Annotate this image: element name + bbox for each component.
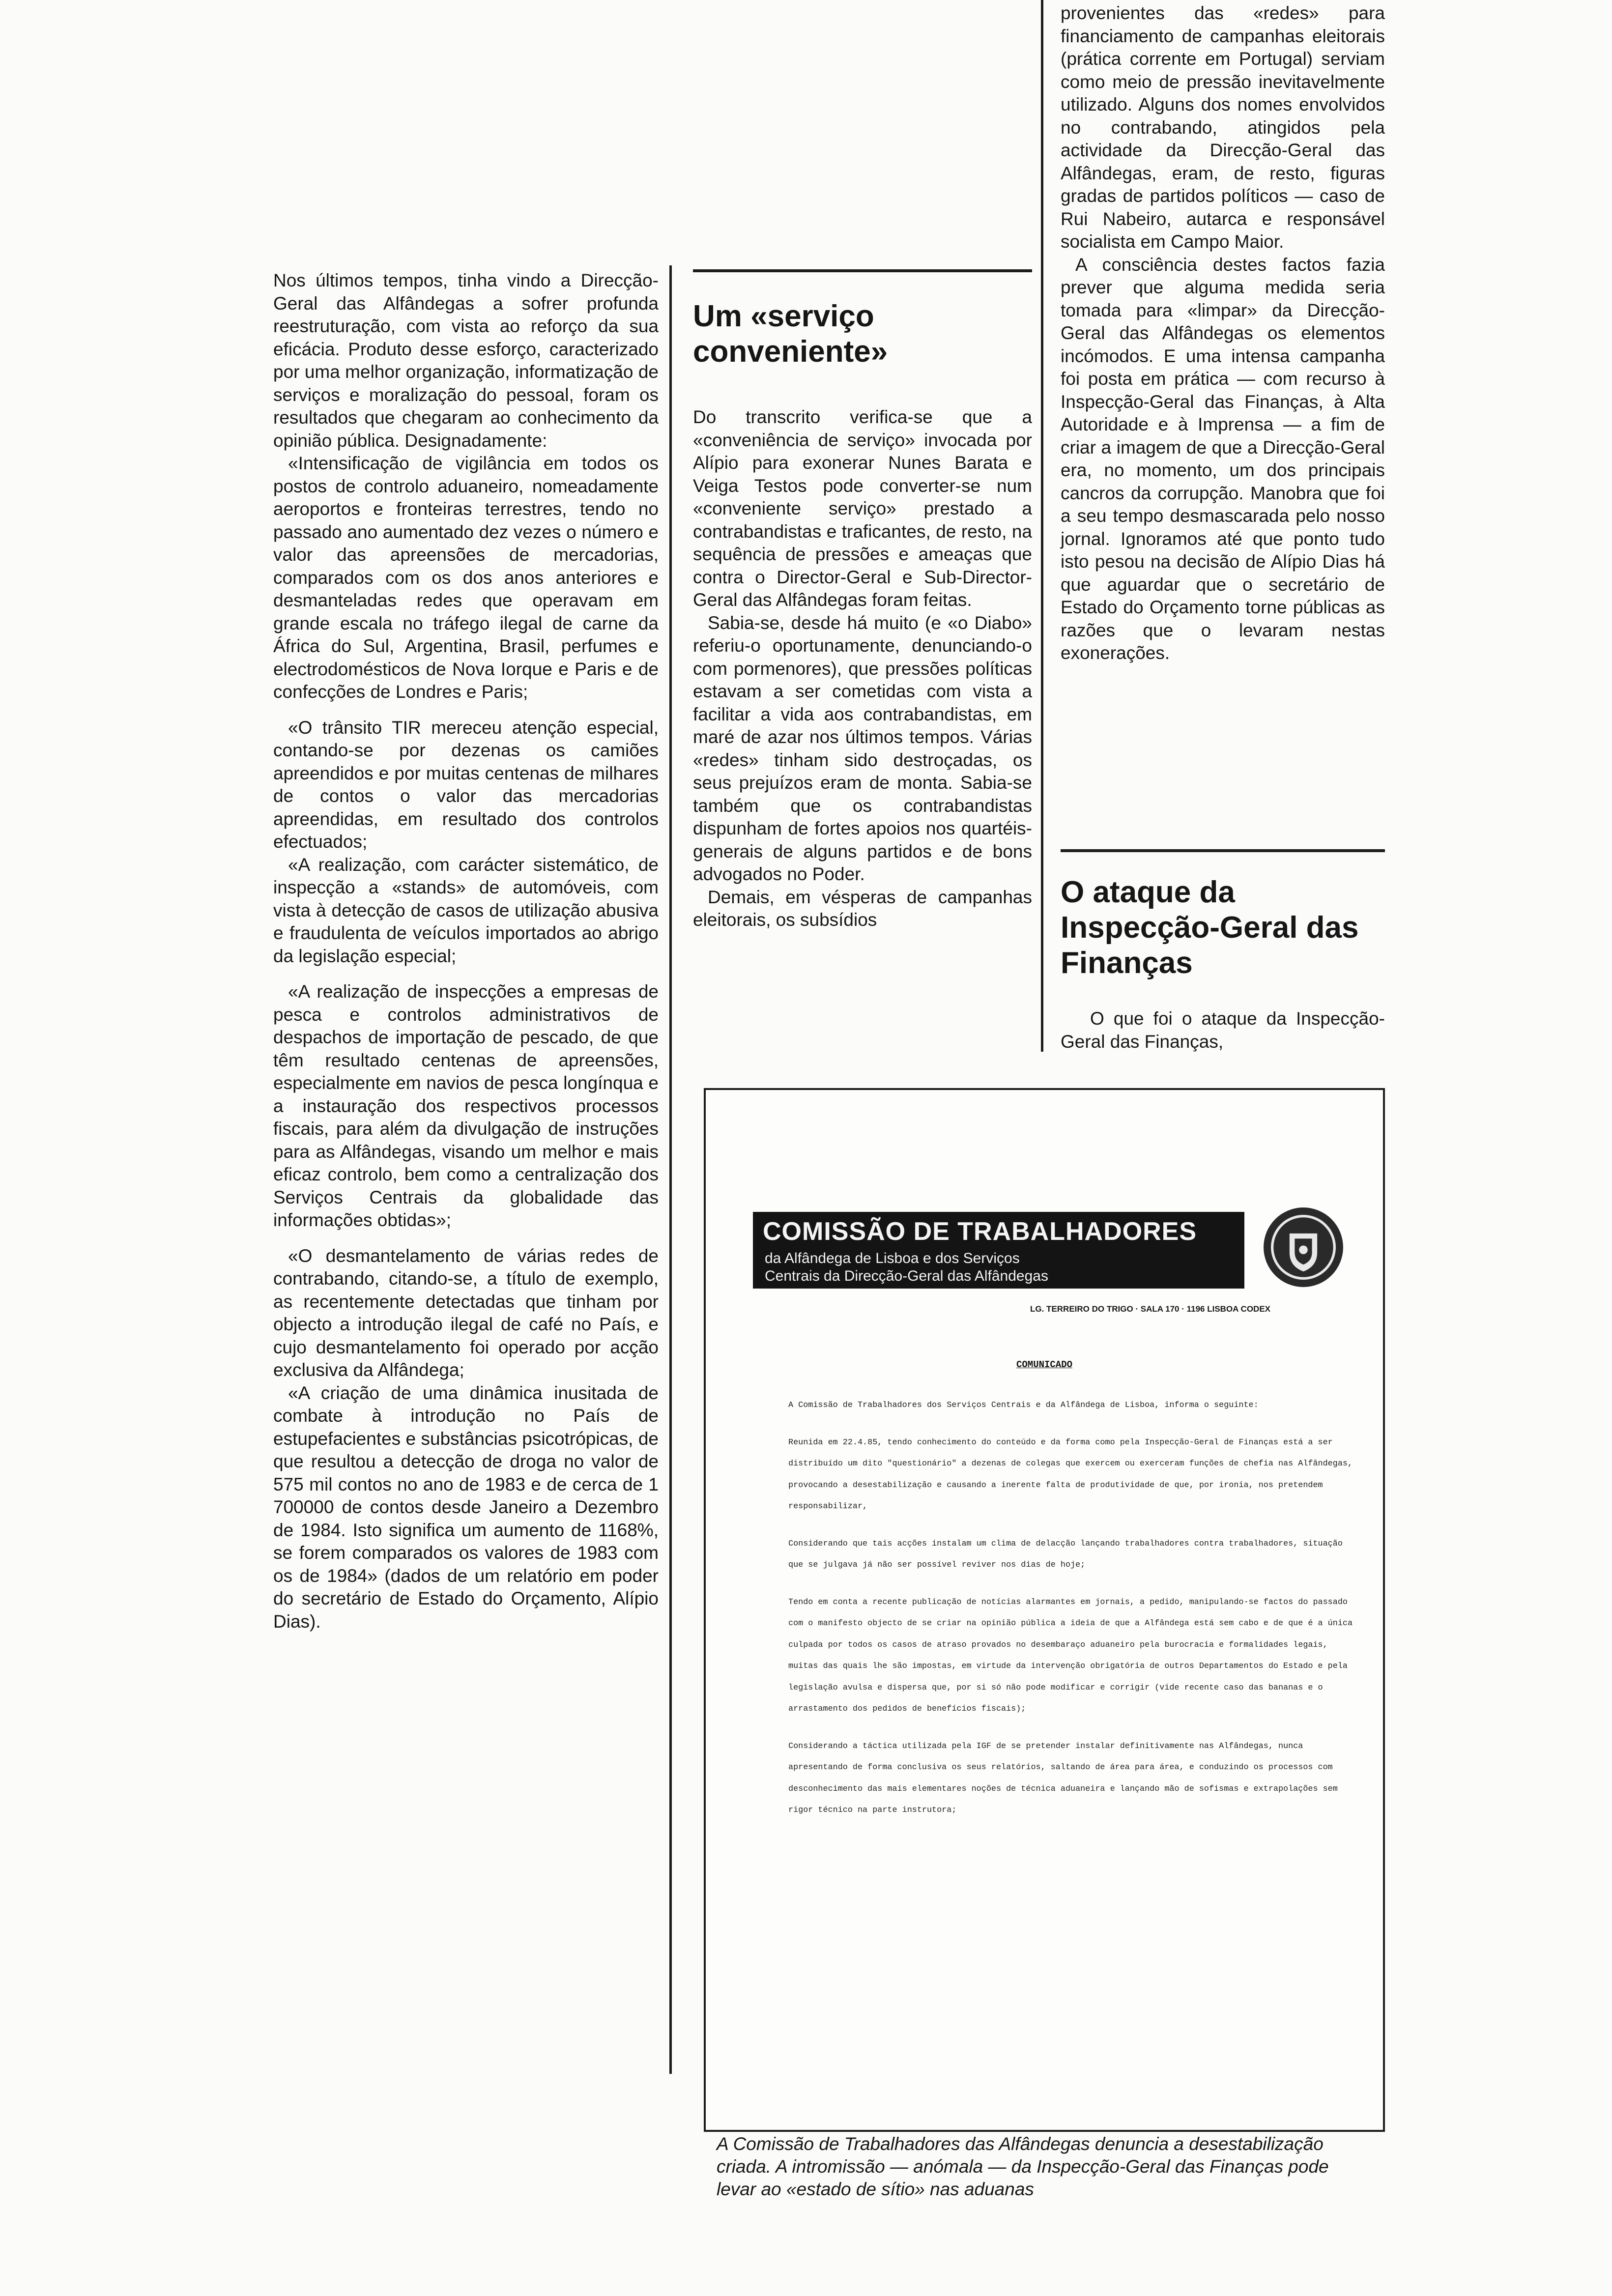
column-rule <box>1041 0 1043 1052</box>
letterhead-subtitle: da Alfândega de Lisboa e dos Serviços <box>765 1250 1020 1266</box>
article-column-1 <box>273 269 659 1633</box>
paragraph: Demais, em vésperas de campanhas eleitorais, os subsídios <box>693 887 1032 930</box>
section-heading: O ataque da Inspecção-Geral das Finanças <box>1061 875 1359 980</box>
article-column-2 <box>693 406 1032 932</box>
letterhead-title: COMISSÃO DE TRABALHADORES <box>763 1217 1197 1246</box>
heading-rule <box>1061 849 1385 852</box>
letterhead-banner <box>753 1212 1244 1289</box>
paragraph: Do transcrito verifica-se que a «conveniência de serviço» invocada por Alípio para exonerar Nunes Barata e Veiga Testos pode converter-se num «conveniente serviço» prestado a contrabandistas e traficantes, de resto, na sequência de pressões e ameaças que contra o Director-Geral e Sub-Director-Geral das Alfândegas foram feitas. <box>693 407 1032 610</box>
paragraph: «A criação de uma dinâmica inusitada de combate à introdução no País de estupefacientes e substâncias psicotrópicas, de que resultou a detecção de droga no valor de 575 mil contos no ano de 1983 e de cerca de 1 700000 de contos desde Janeiro a Dezembro de 1984. Isto significa um aumento de 1168%, se forem comparados os valores de 1983 com os de 1984» (dados de um relatório em poder do secretário de Estado do Orçamento, Alípio Dias). <box>273 1382 659 1632</box>
communique-facsimile <box>704 1088 1385 2132</box>
paragraph: O que foi o ataque da Inspecção-Geral das Finanças, <box>1061 1008 1385 1052</box>
letterhead-subtitle: Centrais da Direcção-Geral das Alfândegas <box>765 1268 1048 1284</box>
article-column-3-continued <box>1061 1007 1385 1053</box>
paragraph: A consciência destes factos fazia prever que alguma medida seria tomada para «limpar» da Direcção-Geral das Alfândegas os elementos incómodos. E uma intensa campanha foi posta em prática — com recurso à Inspecção-Geral das Finanças, à Alta Autoridade e à Imprensa — a fim de criar a imagem de que a Direcção-Geral era, no momento, um dos principais cancros da corrupção. Manobra que foi a seu tempo desmascarada pelo nosso jornal. Ignoramos até que ponto tudo isto pesou na decisão de Alípio Dias há que aguardar que o secretário de Estado do Orçamento torne públicas as razões que o levaram nestas exonerações. <box>1061 254 1385 663</box>
coat-of-arms-icon <box>1260 1204 1347 1291</box>
article-column-3 <box>1061 2 1385 665</box>
paragraph: «Intensificação de vigilância em todos os postos de controlo aduaneiro, nomeadamente aeroportos e fronteiras terrestres, tendo no passado ano aumentado dez vezes o número e valor das apreensões de mercadorias, comparados com os dos anos anteriores e desmanteladas redes que operavam em grande escala no tráfego ilegal de carne da África do Sul, Argentina, Brasil, perfumes e electrodomésticos de Nova Iorque e Paris e de confecções de Londres e Paris; <box>273 453 659 702</box>
photo-caption: A Comissão de Trabalhadores das Alfândegas denuncia a desestabilização criada. A intromissão — anómala — da Inspecção-Geral das Finanças pode levar ao «estado de sítio» nas aduanas <box>717 2134 1329 2199</box>
paragraph: «O desmantelamento de várias redes de contrabando, citando-se, a título de exemplo, as recentemente detectadas que tinham por objecto a introdução ilegal de café no País, e cujo desmantelamento foi operado por acção exclusiva da Alfândega; <box>273 1245 659 1380</box>
paragraph: provenientes das «redes» para financiamento de campanhas eleitorais (prática corrente em Portugal) serviam como meio de pressão inevitavelmente utilizado. Alguns dos nomes envolvidos no contrabando, atingidos pela actividade da Direcção-Geral das Alfândegas, eram, de resto, figuras gradas de partidos políticos — caso de Rui Nabeiro, autarca e responsável socialista em Campo Maior. <box>1061 3 1385 252</box>
heading-rule <box>693 269 1032 272</box>
paragraph: «A realização de inspecções a empresas de pesca e controlos administrativos de despachos de importação de pescado, de que têm resultado centenas de apreensões, especialmente em navios de pesca longínqua e a instauração dos respectivos processos fiscais, para além da divulgação de instruções para as Alfândegas, visando um melhor e mais eficaz controlo, bem como a centralização dos Serviços Centrais da globalidade das informações obtidas»; <box>273 981 659 1230</box>
communique-title: COMUNICADO <box>1016 1359 1073 1370</box>
letterhead-address: LG. TERREIRO DO TRIGO · SALA 170 · 1196 LISBOA CODEX <box>1030 1304 1270 1314</box>
section-heading: Um «serviço conveniente» <box>693 299 888 369</box>
typed-paragraph: A Comissão de Trabalhadores dos Serviços Centrais e da Alfândega de Lisboa, informa o seguinte: <box>788 1401 1259 1410</box>
communique-body <box>788 1395 1358 1837</box>
typed-paragraph: Considerando que tais acções instalam um clima de delacção lançando trabalhadores contra trabalhadores, situação que se julgava já não ser possível reviver nos dias de hoje; <box>788 1539 1343 1570</box>
paragraph: Sabia-se, desde há muito (e «o Diabo» referiu-o oportunamente, denunciando-o com pormenores), que pressões políticas estavam a ser cometidas com vista a facilitar a vida aos contrabandistas, em maré de azar nos últimos tempos. Várias «redes» tinham sido destroçadas, os seus prejuízos eram de monta. Sabia-se também que os contrabandistas dispunham de fortes apoios nos quartéis-generais de alguns partidos e de bons advogados no Poder. <box>693 612 1032 884</box>
typed-paragraph: Considerando a táctica utilizada pela IGF de se pretender instalar definitivamente nas Alfândegas, nunca apresentando de forma conclusiva os seus relatórios, saltando de área para área, e conduzindo os processos com desconhecimento das mais elementares noções de técnica aduaneira e lançando mão de sofismas e extrapolações sem rigor técnico na parte instrutora; <box>788 1741 1338 1815</box>
paragraph: «O trânsito TIR mereceu atenção especial, contando-se por dezenas os camiões apreendidos e por muitas centenas de milhares de contos o valor das mercadorias apreendidas, em resultado dos controlos efectuados; <box>273 717 659 852</box>
paragraph: Nos últimos tempos, tinha vindo a Direcção-Geral das Alfândegas a sofrer profunda reestruturação, com vista ao reforço da sua eficácia. Produto desse esforço, caracterizado por uma melhor organização, informatização de serviços e moralização do pessoal, foram os resultados que chegaram ao conhecimento da opinião pública. Designadamente: <box>273 270 659 451</box>
column-rule <box>669 265 672 2074</box>
paragraph: «A realização, com carácter sistemático, de inspecção a «stands» de automóveis, com vista à detecção de casos de utilização abusiva e fraudulenta de veículos importados ao abrigo da legislação especial; <box>273 854 659 966</box>
typed-paragraph: Reunida em 22.4.85, tendo conhecimento do conteúdo e da forma como pela Inspecção-Geral de Finanças está a ser distribuído um dito "questionário" a dezenas de colegas que exercem ou exerceram funções de chefia nas Alfândegas, provocando a desestabilização e causando a inerente falta de produtividade de que, por ironia, nos pretendem responsabilizar, <box>788 1437 1353 1511</box>
typed-paragraph: Tendo em conta a recente publicação de notícias alarmantes em jornais, a pedido, manipulando-se factos do passado com o manifesto objecto de se criar na opinião pública a ideia de que a Alfândega está sem cabo e de que é a única culpada por todos os casos de atraso provados no desembaraço aduaneiro pela burocracia e formalidades legais, muitas das quais lhe são impostas, em virtude da intervenção obrigatória de outros Departamentos do Estado e pela legislação avulsa e dispersa que, por si só não pode modificar e corrigir (vide recente caso das bananas e o arrastamento dos pedidos de benefícios fiscais); <box>788 1597 1353 1714</box>
